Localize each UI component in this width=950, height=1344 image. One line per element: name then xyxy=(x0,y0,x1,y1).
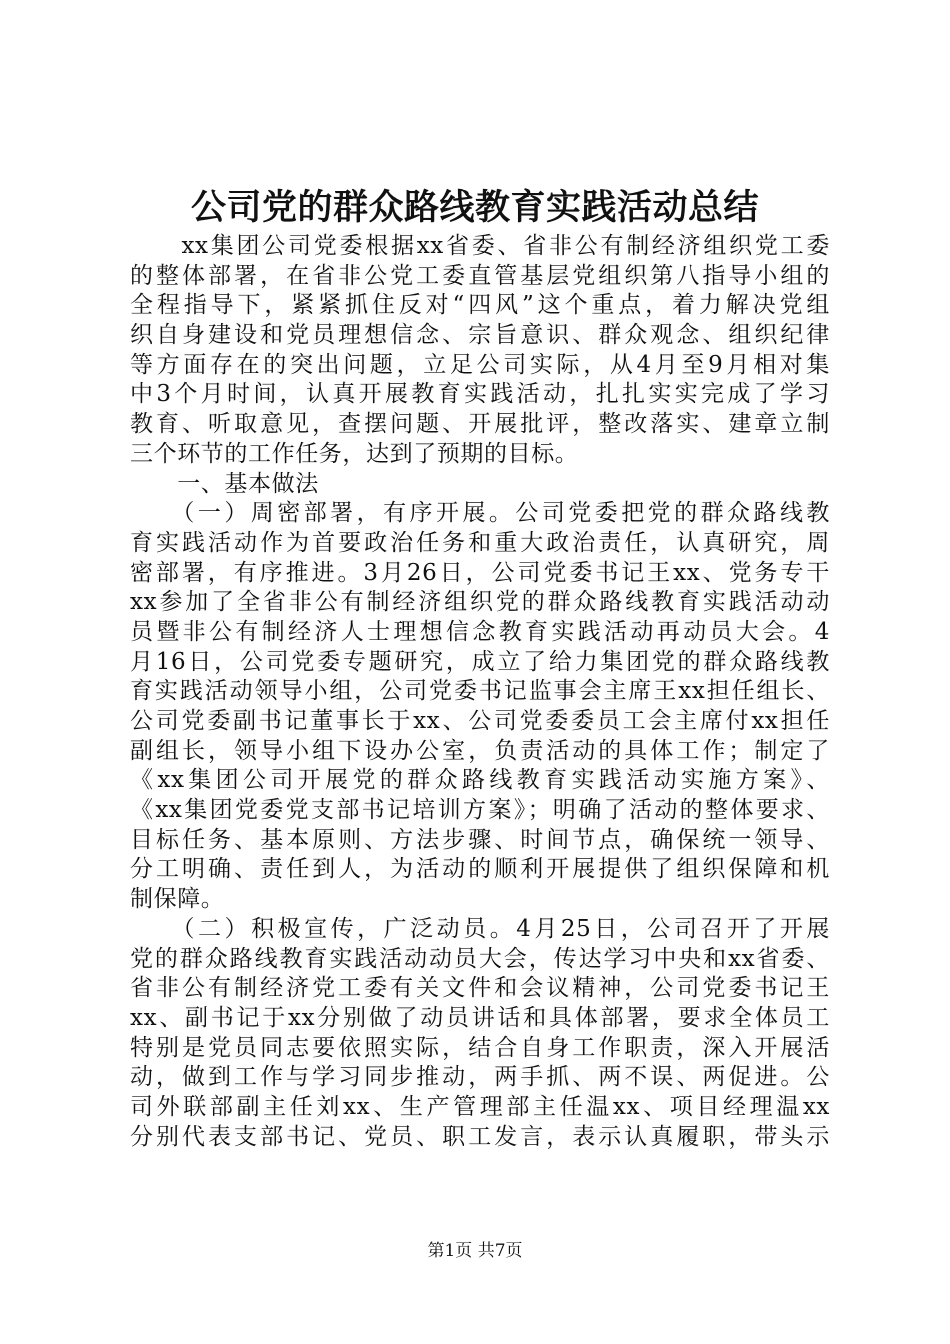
document-body xyxy=(130,232,830,1152)
text-line: 密部署，有序推进。3月26日，公司党委书记王xx、党务专干 xyxy=(130,559,830,586)
text-line: 教育、听取意见，查摆问题、开展批评，整改落实、建章立制 xyxy=(130,411,830,438)
text-line: 省非公有制经济党工委有关文件和会议精神，公司党委书记王 xyxy=(130,975,830,1002)
text-line: 织自身建设和党员理想信念、宗旨意识、群众观念、组织纪律 xyxy=(130,322,830,349)
text-line: 特别是党员同志要依照实际，结合自身工作职责，深入开展活 xyxy=(130,1034,830,1061)
text-line: 一、基本做法 xyxy=(130,470,319,497)
text-line: 动，做到工作与学习同步推动，两手抓、两不误、两促进。公 xyxy=(130,1064,830,1091)
text-line: 等方面存在的突出问题，立足公司实际，从4月至9月相对集 xyxy=(130,351,830,378)
text-line: xx参加了全省非公有制经济组织党的群众路线教育实践活动动 xyxy=(130,589,830,616)
text-line: 副组长，领导小组下设办公室，负责活动的具体工作；制定了 xyxy=(130,737,830,764)
text-line: 《xx集团公司开展党的群众路线教育实践活动实施方案》、 xyxy=(130,767,830,794)
text-line: 分别代表支部书记、党员、职工发言，表示认真履职，带头示 xyxy=(130,1123,830,1150)
text-line: 全程指导下，紧紧抓住反对“四风”这个重点，着力解决党组 xyxy=(130,292,830,319)
text-line: 育实践活动领导小组，公司党委书记监事会主席王xx担任组长、 xyxy=(130,678,830,705)
document-title: 公司党的群众路线教育实践活动总结 xyxy=(190,187,759,228)
page-footer: 第1页 共7页 xyxy=(427,1241,523,1261)
text-line: 月16日，公司党委专题研究，成立了给力集团党的群众路线教 xyxy=(130,648,830,675)
text-line: 三个环节的工作任务，达到了预期的目标。 xyxy=(130,440,579,467)
text-line: 员暨非公有制经济人士理想信念教育实践活动再动员大会。4 xyxy=(130,618,830,645)
text-line: 司外联部副主任刘xx、生产管理部主任温xx、项目经理温xx xyxy=(130,1093,830,1120)
text-line: （二）积极宣传，广泛动员。4月25日，公司召开了开展 xyxy=(130,915,830,942)
text-line: 《xx集团党委党支部书记培训方案》；明确了活动的整体要求、 xyxy=(130,797,830,824)
text-line: 公司党委副书记董事长于xx、公司党委委员工会主席付xx担任 xyxy=(130,708,830,734)
text-line: xx、副书记于xx分别做了动员讲话和具体部署，要求全体员工 xyxy=(130,1004,830,1031)
text-line: 的整体部署，在省非公党工委直管基层党组织第八指导小组的 xyxy=(130,262,830,289)
text-line: （一）周密部署，有序开展。公司党委把党的群众路线教 xyxy=(130,500,830,527)
text-line: 制保障。 xyxy=(130,886,225,913)
text-line: xx集团公司党委根据xx省委、省非公有制经济组织党工委 xyxy=(130,233,830,259)
text-line: 目标任务、基本原则、方法步骤、时间节点，确保统一领导、 xyxy=(130,826,830,853)
text-line: 党的群众路线教育实践活动动员大会，传达学习中央和xx省委、 xyxy=(130,945,830,972)
text-line: 育实践活动作为首要政治任务和重大政治责任，认真研究，周 xyxy=(130,529,830,556)
text-line: 分工明确、责任到人，为活动的顺利开展提供了组织保障和机 xyxy=(130,856,830,883)
text-line: 中3个月时间，认真开展教育实践活动，扎扎实实完成了学习 xyxy=(130,381,830,408)
